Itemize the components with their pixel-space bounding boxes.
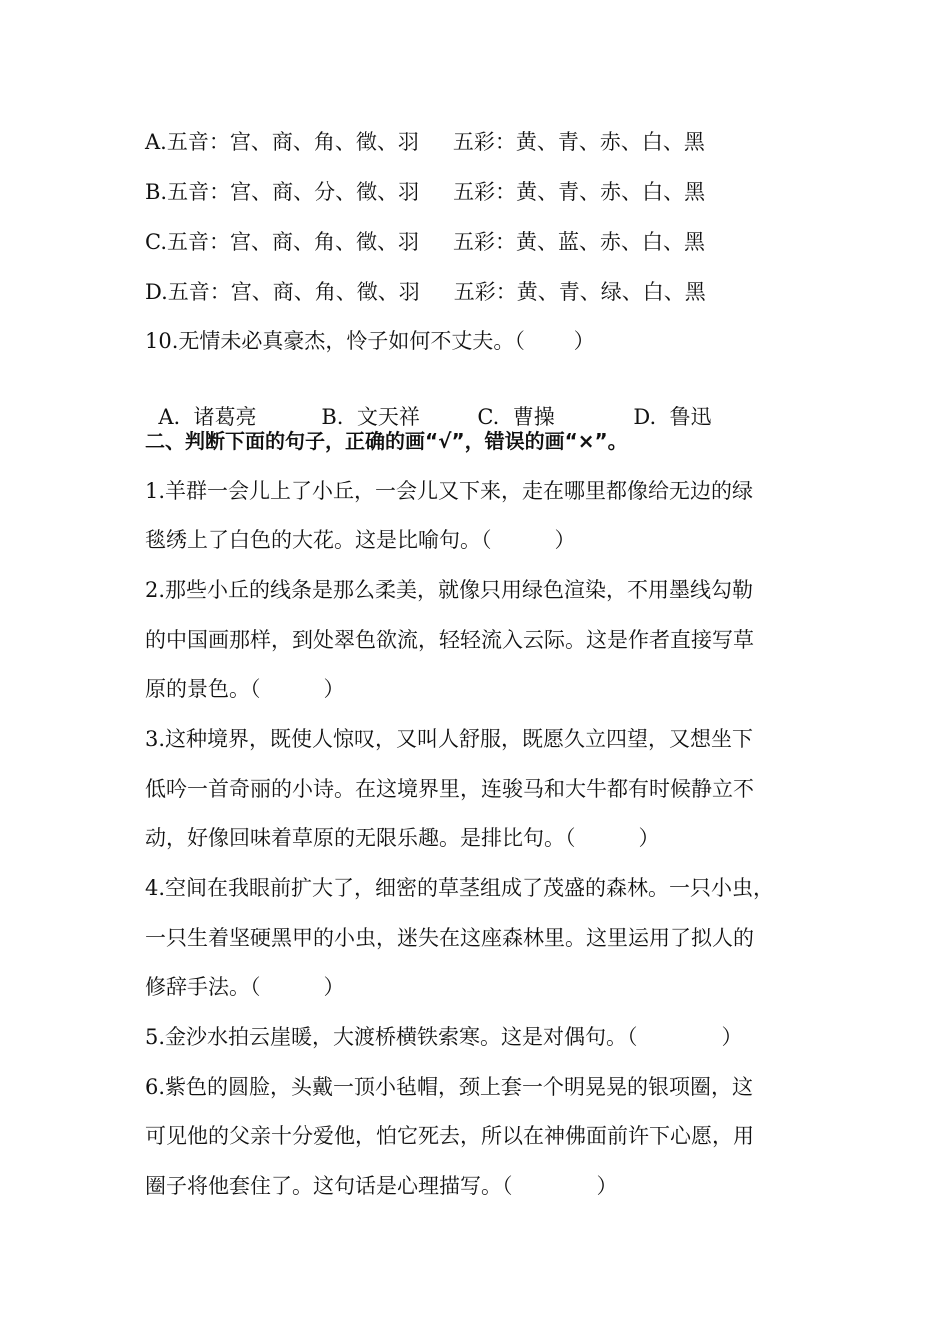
q10-option-c: C. 曹操	[477, 405, 555, 429]
item1-line2: 毯绣上了白色的大花。这是比喻句。（ ）	[145, 528, 576, 552]
q9-option-b	[145, 179, 705, 205]
q9-option-d-tones: D.五音：宫、商、角、徵、羽	[145, 280, 420, 304]
item5-line1: 5.金沙水拍云崖暖，大渡桥横铁索寒。这是对偶句。（ ）	[145, 1025, 743, 1049]
q10-option-a: A. 诸葛亮	[158, 405, 257, 429]
q10-stem: 10.无情未必真豪杰，怜子如何不丈夫。（ ）	[145, 329, 595, 353]
item3-line2: 低吟一首奇丽的小诗。在这境界里，连骏马和大牛都有时候静立不	[145, 777, 754, 801]
q9-option-b-tones: B.五音：宫、商、分、徵、羽	[145, 180, 420, 204]
q9-option-a	[145, 129, 705, 155]
q9-option-c-colors: 五彩：黄、蓝、赤、白、黑	[453, 230, 705, 254]
q10-options	[145, 378, 711, 430]
item2-line1: 2.那些小丘的线条是那么柔美，就像只用绿色渲染，不用墨线勾勒	[145, 578, 754, 602]
q9-option-c	[145, 229, 705, 255]
item2-line3: 原的景色。（ ）	[145, 677, 345, 701]
q9-option-d-colors: 五彩：黄、青、绿、白、黑	[453, 280, 706, 304]
q10-option-b: B. 文天祥	[321, 405, 420, 429]
q9-option-b-colors: 五彩：黄、青、赤、白、黑	[453, 180, 706, 204]
item4-line2: 一只生着坚硬黑甲的小虫，迷失在这座森林里。这里运用了拟人的	[145, 926, 754, 950]
q10-option-d: D. 鲁迅	[633, 405, 712, 429]
section2-heading: 二、判断下面的句子，正确的画“√”，错误的画“×”。	[145, 429, 628, 453]
item3-line3: 动，好像回味着草原的无限乐趣。是排比句。（ ）	[145, 826, 660, 850]
q9-option-a-tones: A.五音：宫、商、角、徵、羽	[145, 130, 419, 154]
item6-line2: 可见他的父亲十分爱他，怕它死去，所以在神佛面前许下心愿，用	[145, 1124, 754, 1148]
q9-option-d	[145, 279, 706, 305]
item4-line3: 修辞手法。（ ）	[145, 975, 345, 999]
item6-line1: 6.紫色的圆脸，头戴一顶小毡帽，颈上套一个明晃晃的银项圈，这	[145, 1075, 754, 1099]
q9-option-c-tones: C.五音：宫、商、角、徵、羽	[145, 230, 419, 254]
item6-line3: 圈子将他套住了。这句话是心理描写。（ ）	[145, 1174, 618, 1198]
item4-line1: 4.空间在我眼前扩大了，细密的草茎组成了茂盛的森林。一只小虫，	[145, 876, 775, 900]
item1-line1: 1.羊群一会儿上了小丘，一会儿又下来，走在哪里都像给无边的绿	[145, 479, 754, 503]
item2-line2: 的中国画那样，到处翠色欲流，轻轻流入云际。这是作者直接写草	[145, 628, 754, 652]
item3-line1: 3.这种境界，既使人惊叹，又叫人舒服，既愿久立四望，又想坐下	[145, 727, 754, 751]
q9-option-a-colors: 五彩：黄、青、赤、白、黑	[452, 130, 705, 154]
